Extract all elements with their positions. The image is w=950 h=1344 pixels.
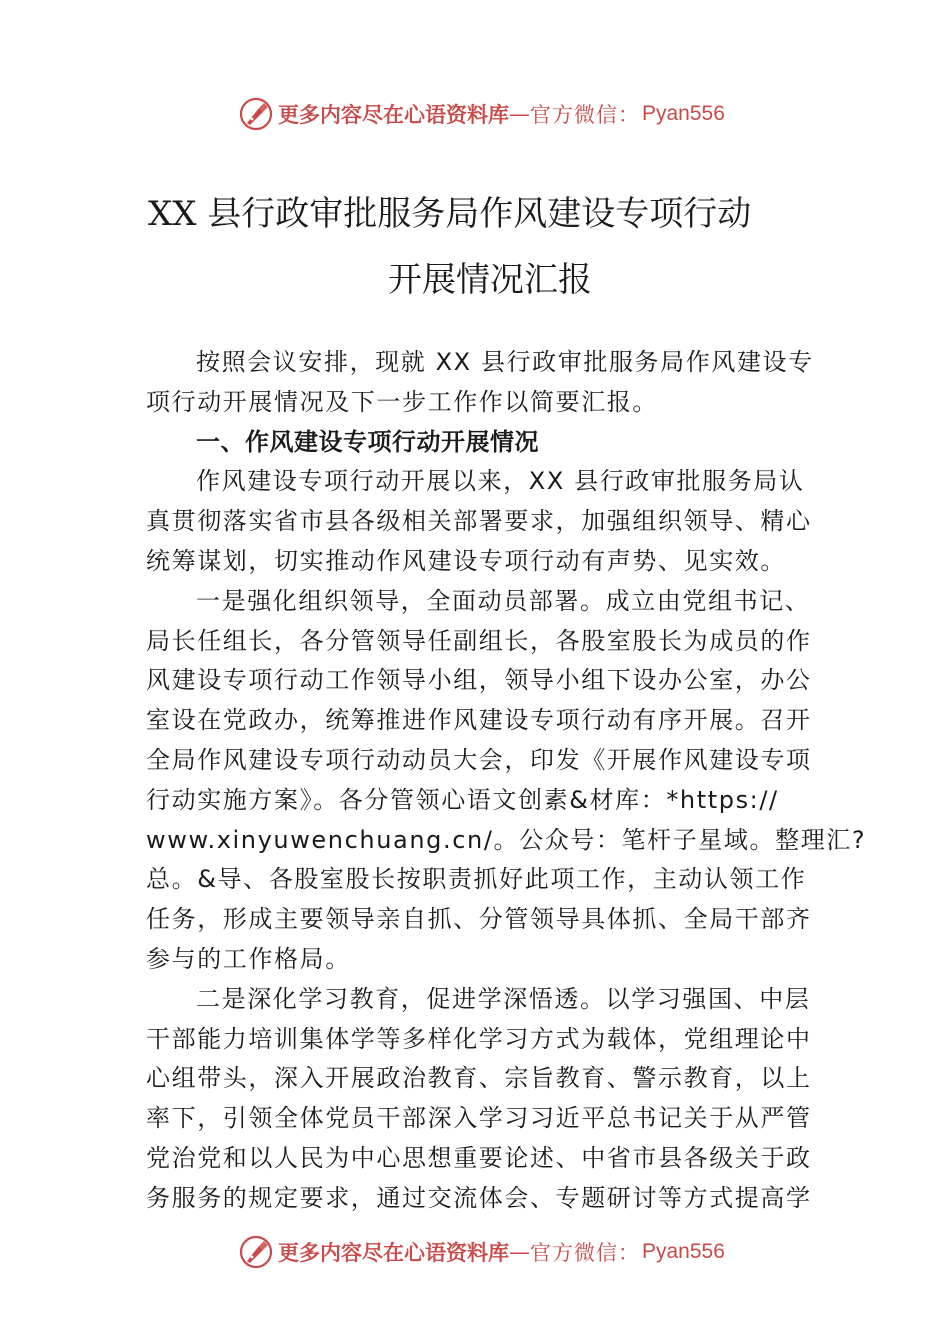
body-line: www.xinyuwenchuang.cn/。公众号：笔杆子星域。整理汇? xyxy=(146,825,867,854)
watermark-library-text: 更多内容尽在心语资料库 xyxy=(278,102,509,127)
pen-nib-logo-icon xyxy=(238,96,274,132)
footer-watermark xyxy=(238,1234,725,1270)
body-line: 按照会议安排，现就 XX 县行政审批服务局作风建设专 xyxy=(196,348,814,376)
document-title-line-2: 开展情况汇报 xyxy=(388,260,592,300)
body-line: 党治党和以人民为中心思想重要论述、中省市县各级关于政 xyxy=(146,1143,812,1172)
watermark-separator: — xyxy=(509,102,530,126)
body-line: 二是深化学习教育，促进学深悟透。以学习强国、中层 xyxy=(196,984,811,1013)
body-line: 真贯彻落实省市县各级相关部署要求，加强组织领导、精心 xyxy=(146,507,812,536)
document-title-line-1: XX 县行政审批服务局作风建设专项行动 xyxy=(148,194,752,234)
watermark-separator: — xyxy=(509,1240,530,1264)
body-line: 任务，形成主要领导亲自抓、分管领导具体抓、全局干部齐 xyxy=(146,905,812,934)
watermark-official-label: 官方微信： xyxy=(530,1241,640,1265)
body-line: 务服务的规定要求，通过交流体会、专题研讨等方式提高学 xyxy=(146,1183,812,1212)
body-line: 室设在党政办，统筹推进作风建设专项行动有序开展。召开 xyxy=(146,706,812,735)
section-heading: 一、作风建设专项行动开展情况 xyxy=(196,427,539,456)
body-line: 风建设专项行动工作领导小组，领导小组下设办公室，办公 xyxy=(146,666,812,695)
body-line: 行动实施方案》。各分管领心语文创素&材库：*https:// xyxy=(146,785,779,814)
body-line: 作风建设专项行动开展以来，XX 县行政审批服务局认 xyxy=(196,467,805,496)
body-line: 全局作风建设专项行动动员大会，印发《开展作风建设专项 xyxy=(146,745,812,774)
body-line: 率下，引领全体党员干部深入学习习近平总书记关于从严管 xyxy=(146,1104,812,1133)
body-line: 参与的工作格局。 xyxy=(146,944,351,973)
pen-nib-logo-icon xyxy=(238,1234,274,1270)
watermark-library-text: 更多内容尽在心语资料库 xyxy=(278,1240,509,1265)
body-line: 心组带头，深入开展政治教育、宗旨教育、警示教育，以上 xyxy=(146,1064,812,1093)
body-line: 统筹谋划，切实推动作风建设专项行动有声势、见实效。 xyxy=(146,546,786,575)
document-body xyxy=(146,343,867,1219)
body-line: 一是强化组织领导，全面动员部署。成立由党组书记、 xyxy=(196,586,811,615)
watermark-wechat-id: Pyan556 xyxy=(642,1240,725,1263)
body-line: 项行动开展情况及下一步工作作以简要汇报。 xyxy=(146,387,658,416)
watermark-official-label: 官方微信： xyxy=(530,103,640,127)
body-line: 干部能力培训集体学等多样化学习方式为载体，党组理论中 xyxy=(146,1024,812,1053)
body-line: 局长任组长，各分管领导任副组长，各股室股长为成员的作 xyxy=(146,626,812,655)
watermark-wechat-id: Pyan556 xyxy=(642,102,725,125)
header-watermark xyxy=(238,96,725,132)
body-line: 总。&导、各股室股长按职责抓好此项工作，主动认领工作 xyxy=(146,865,807,894)
